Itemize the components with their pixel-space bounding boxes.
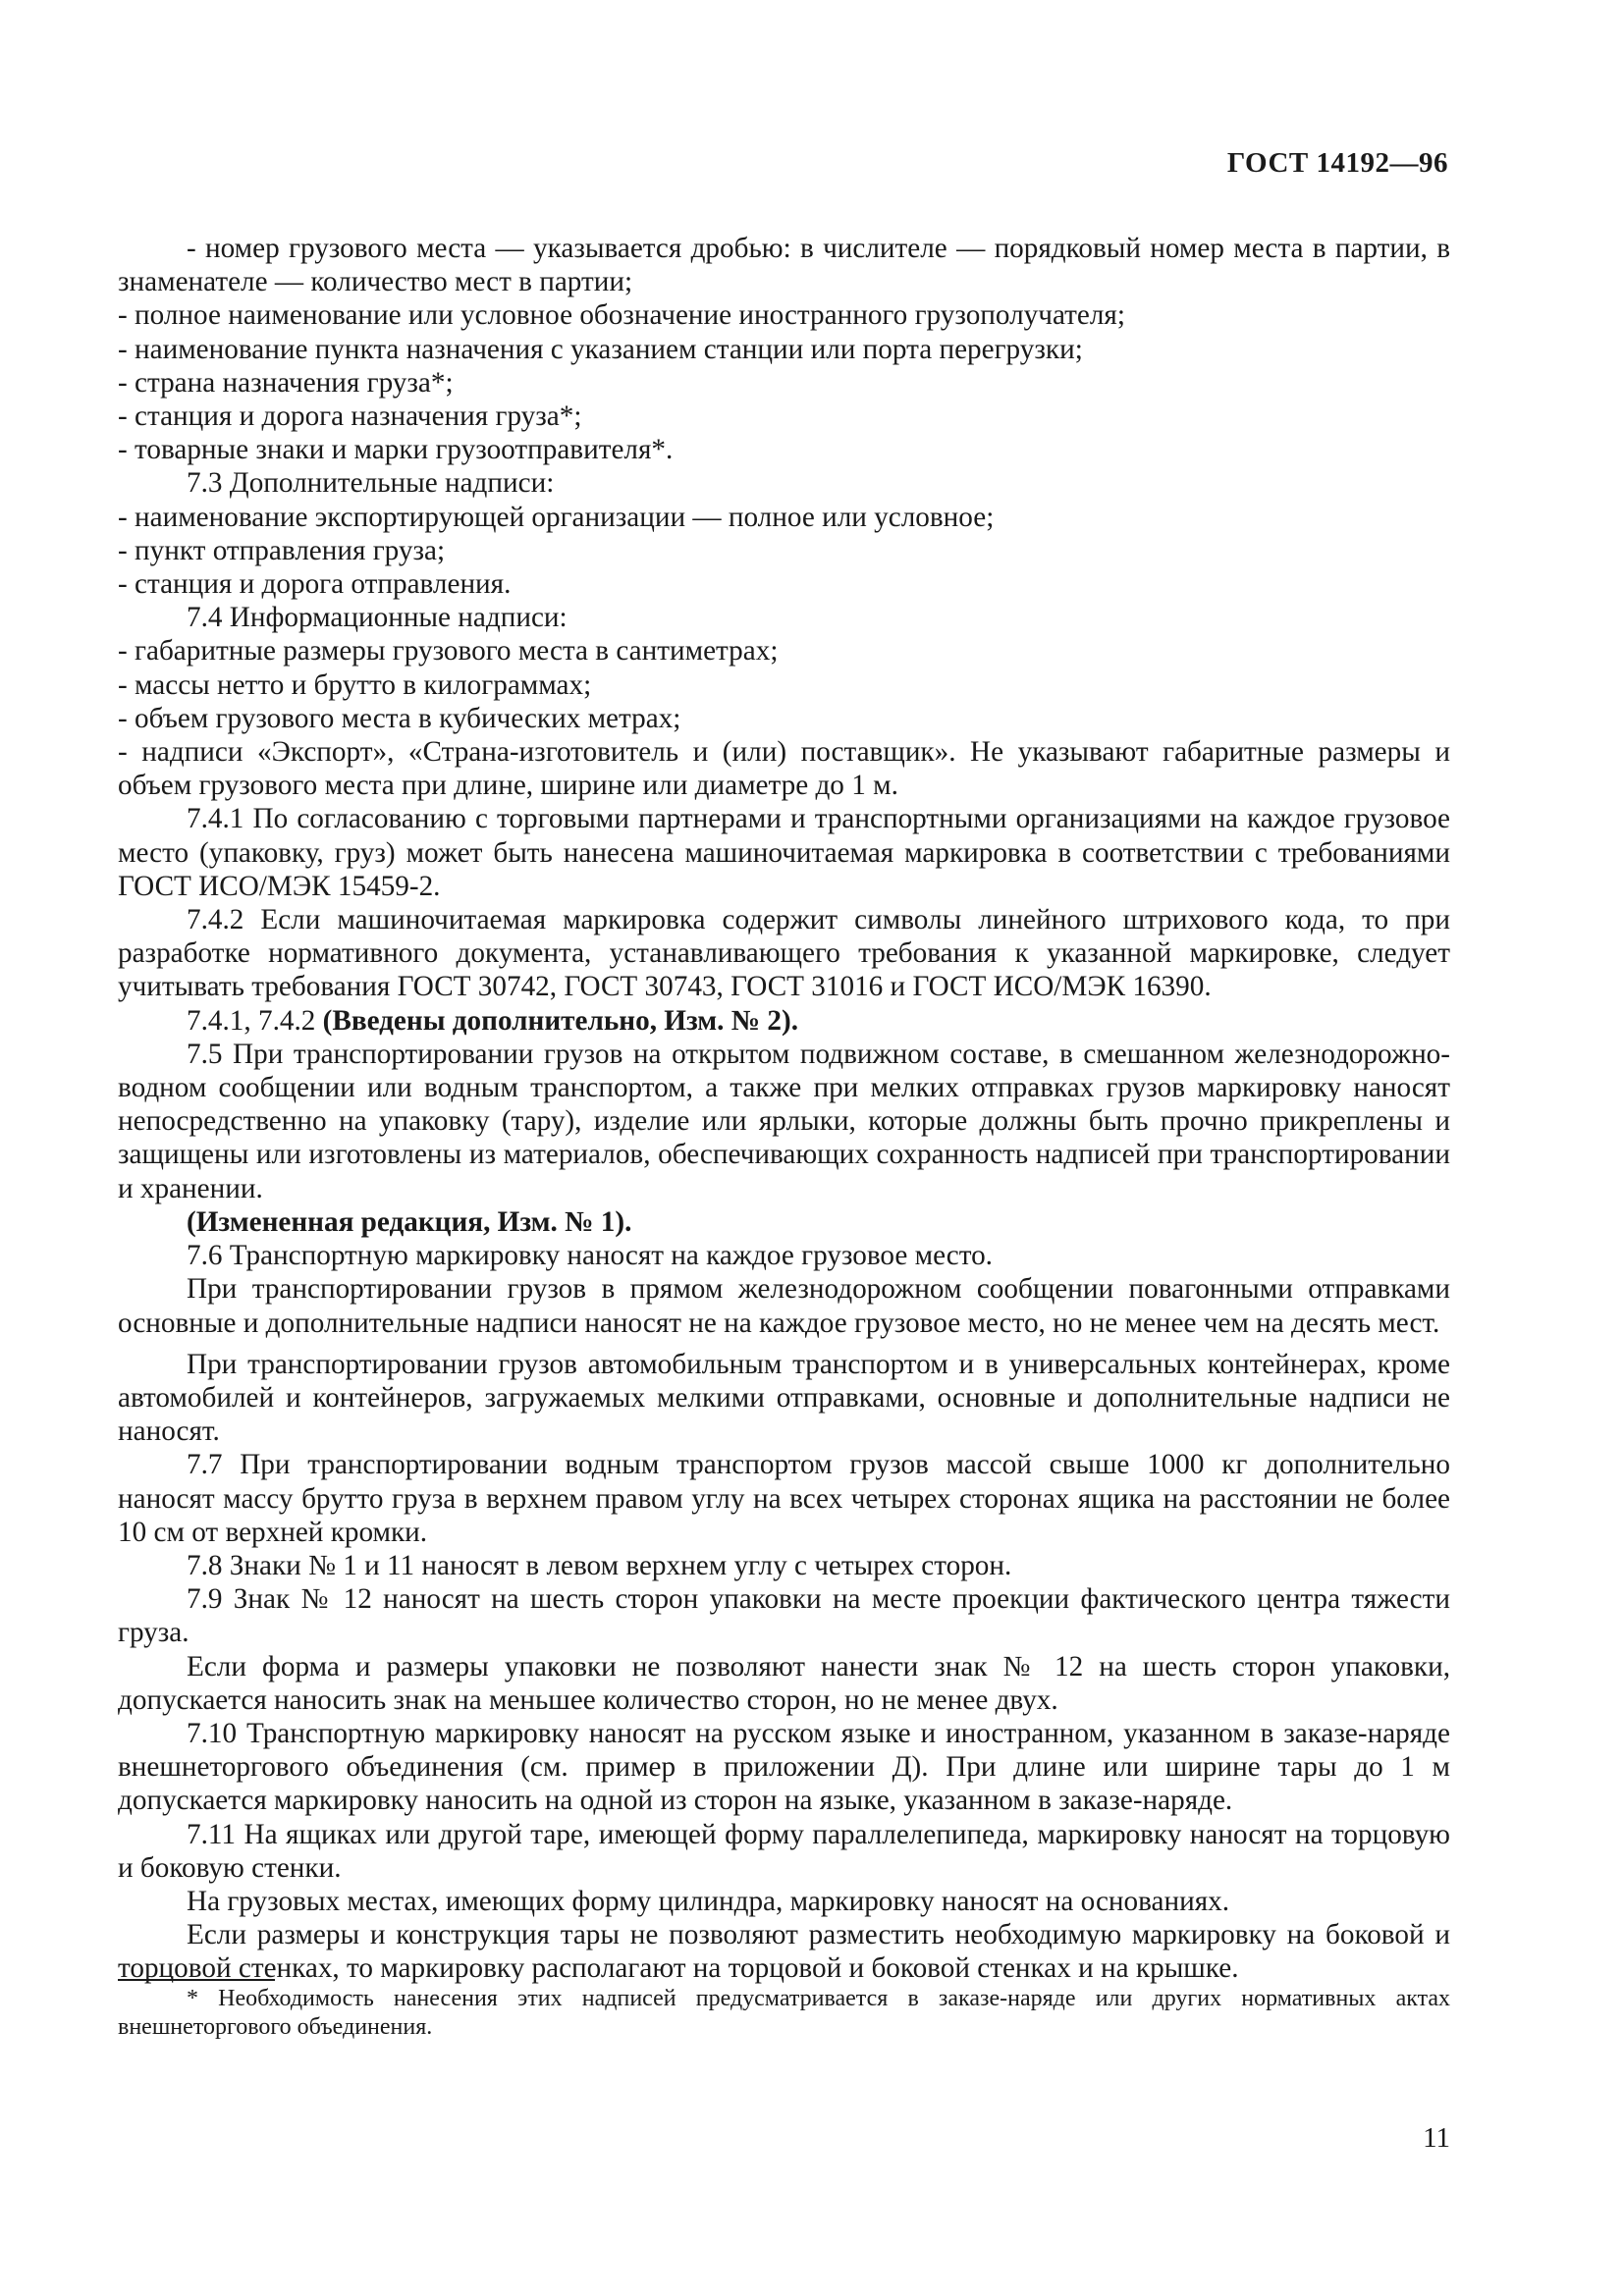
list-item: - страна назначения груза*; [118,366,454,399]
section-heading: 7.4 Информационные надписи: [187,602,568,634]
amendment-text: (Введены дополнительно, Изм. № 2). [322,1004,799,1037]
paragraph: 7.9 Знак № 12 наносят на шесть сторон упаковки на месте проекции фактического центра тяжести груза. [118,1583,1450,1649]
paragraph: 7.6 Транспортную маркировку наносят на каждое грузовое место. [187,1240,993,1272]
list-item: - наименование экспортирующей организации — полное или условное; [118,501,995,533]
document-body [118,232,1450,1986]
footnote-text: * Необходимость нанесения этих надписей предусматривается в заказе-наряде или других нормативных актах внешнеторгового объединения. [118,1986,1450,2040]
amendment-note: (Измененная редакция, Изм. № 1). [187,1205,632,1238]
list-item: - объем грузового места в кубических метрах; [118,702,681,734]
list-item: - габаритные размеры грузового места в сантиметрах; [118,635,779,667]
paragraph: 7.10 Транспортную маркировку наносят на русском языке и иностранном, указанном в заказе-наряде внешнеторгового объединения (см. пример в приложении Д). При длине или ширине тары до 1 м допускается маркировку наносить на одной из сторон на языке, указанном в заказе-наряде. [118,1717,1450,1817]
paragraph: На грузовых местах, имеющих форму цилиндра, маркировку наносят на основаниях. [187,1885,1230,1917]
list-item: - надписи «Экспорт», «Страна-изготовитель и (или) поставщик». Не указывают габаритные размеры и объем грузового места при длине, ширине или диаметре до 1 м. [118,736,1450,802]
paragraph: Если размеры и конструкция тары не позволяют разместить необходимую маркировку на боковой и торцовой стенках, то маркировку располагают на торцовой и боковой стенках и на крышке. [118,1919,1450,1985]
document-code-header: ГОСТ 14192—96 [1226,147,1448,179]
paragraph: 7.7 При транспортировании водным транспортом грузов массой свыше 1000 кг дополнительно наносят массу брутто груза в верхнем правом углу на всех четырех сторонах ящика на расстоянии не более 10 см от верхней кромки. [118,1449,1450,1548]
amendment-ref: 7.4.1, 7.4.2 [187,1004,323,1037]
list-item: - полное наименование или условное обозначение иностранного грузополучателя; [118,299,1125,332]
paragraph: 7.8 Знаки № 1 и 11 наносят в левом верхнем углу с четырех сторон. [187,1549,1012,1581]
section-heading: 7.3 Дополнительные надписи: [187,467,555,500]
paragraph: 7.11 На ящиках или другой таре, имеющей форму параллелепипеда, маркировку наносят на торцовую и боковую стенки. [118,1818,1450,1884]
list-item: - товарные знаки и марки грузоотправителя*. [118,434,674,466]
list-item: - станция и дорога отправления. [118,568,512,601]
footnote-divider [118,1979,275,1981]
paragraph: При транспортировании грузов автомобильным транспортом и в универсальных контейнерах, кроме автомобилей и контейнеров, загружаемых мелкими отправками, основные и дополнительные надписи не наносят. [118,1348,1450,1448]
paragraph: Если форма и размеры упаковки не позволяют нанести знак № 12 на шесть сторон упаковки, допускается наносить знак на меньшее количество сторон, но не менее двух. [118,1650,1450,1716]
list-item: - наименование пункта назначения с указанием станции или порта перегрузки; [118,333,1083,365]
list-item: - номер грузового места — указывается дробью: в числителе — порядковый номер места в партии, в знаменателе — количество мест в партии; [118,233,1450,298]
list-item: - пункт отправления груза; [118,534,446,566]
paragraph: 7.4.2 Если машиночитаемая маркировка содержит символы линейного штрихового кода, то при разработке нормативного документа, устанавливающего требования к указанной маркировке, следует учитывать требования ГОСТ 30742, ГОСТ 30743, ГОСТ 31016 и ГОСТ ИСО/МЭК 16390. [118,904,1450,1003]
paragraph: При транспортировании грузов в прямом железнодорожном сообщении повагонными отправками основные и дополнительные надписи наносят не на каждое грузовое место, но не менее чем на десять мест. [118,1273,1450,1339]
footnote [118,1985,1450,2042]
paragraph: 7.4.1 По согласованию с торговыми партнерами и транспортными организациями на каждое грузовое место (упаковку, груз) может быть нанесена машиночитаемая маркировка в соответствии с требованиями ГОСТ ИСО/МЭК 15459-2. [118,803,1450,902]
list-item: - массы нетто и брутто в килограммах; [118,668,592,701]
amendment-note [118,1004,1450,1038]
page-number: 11 [1423,2122,1450,2154]
paragraph: 7.5 При транспортировании грузов на открытом подвижном составе, в смешанном железнодорожно-водном сообщении или водным транспортом, а также при мелких отправках грузов маркировку наносят непосредственно на упаковку (тару), изделие или ярлыки, которые должны быть прочно прикреплены и защищены или изготовлены из материалов, обеспечивающих сохранность надписей при транспортировании и хранении. [118,1038,1450,1204]
list-item: - станция и дорога назначения груза*; [118,400,582,433]
